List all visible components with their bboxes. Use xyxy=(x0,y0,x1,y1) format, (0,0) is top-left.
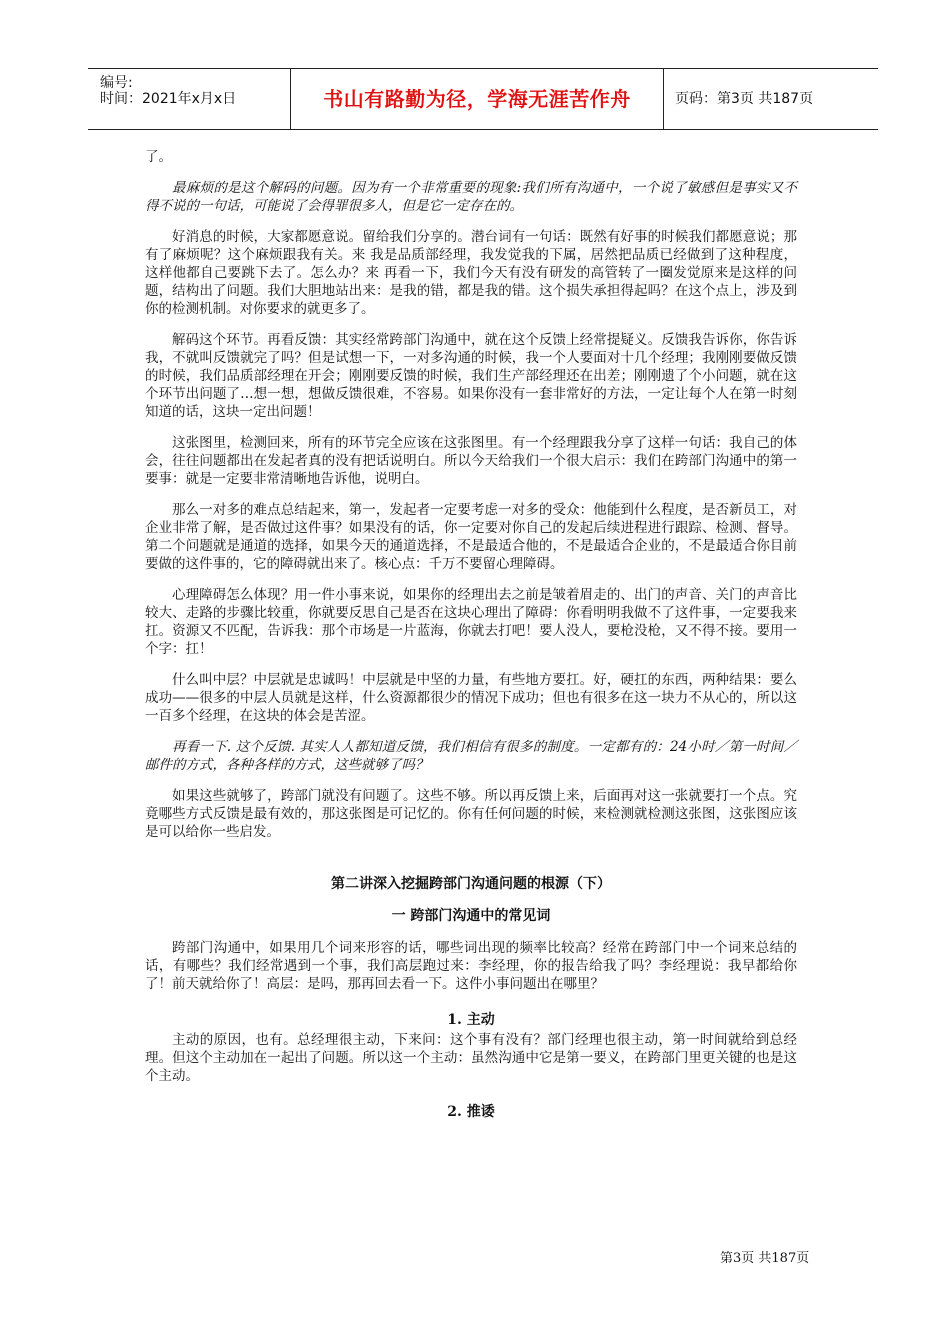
paragraph: 那么一对多的难点总结起来，第一，发起者一定要考虑一对多的受众：他能到什么程度，是否新员工，对企业非常了解，是否做过这件事？如果没有的话，你一定要对你自己的发起后续进程进行跟踪、检测、督导。第二个问题就是通道的选择，如果今天的通道选择，不是最适合他的，不是最适合企业的，不是最适合你目前要做的这件事的，它的障碍就出来了。核心点：千万不要留心理障碍。 xyxy=(145,502,797,572)
page-footer: 第3页 共187页 xyxy=(720,1251,810,1266)
paragraph: 好消息的时候，大家都愿意说。留给我们分享的。潜台词有一句话：既然有好事的时候我们都愿意说；那有了麻烦呢？这个麻烦跟我有关。来 我是品质部经理，我发觉我的下属，居然把品质已经做到了这种程度，这样他都自己要跳下去了。怎么办？来 再看一下，我们今天有没有研发的高管转了一圈发觉原来是这样的问题，结构出了问题。我们大胆地站出来：是我的错，都是我的错。这个损失承担得起吗？在这个点上，涉及到你的检测机制。对你要求的就更多了。 xyxy=(145,229,797,317)
time-label: 时间：2021年x月x日 xyxy=(100,91,237,107)
paragraph: 了。 xyxy=(145,149,172,165)
document-body xyxy=(145,148,797,1123)
section-subtitle: 一 跨部门沟通中的常见词 xyxy=(391,908,551,924)
header-meta xyxy=(88,69,291,129)
paragraph: 心理障碍怎么体现？用一件小事来说，如果你的经理出去之前是皱着眉走的、出门的声音、关门的声音比较大、走路的步骤比较重，你就要反思自己是否在这块心理出了障碍：你看明明我做不了这件事，一定要我来扛。资源又不匹配，告诉我：那个市场是一片蓝海，你就去打吧！要人没人，要枪没枪，又不得不接。要用一个字：扛！ xyxy=(145,587,797,657)
item-text: 主动的原因，也有。总经理很主动，下来问：这个事有没有？部门经理也很主动，第一时间就给到总经理。但这个主动加在一起出了问题。所以这一个主动：虽然沟通中它是第一要义，在跨部门里更关键的也是这个主动。 xyxy=(145,1032,797,1084)
header-page-label: 页码：第3页 共187页 xyxy=(675,91,814,107)
item-heading: 1. 主动 xyxy=(447,1012,495,1028)
paragraph: 这张图里，检测回来，所有的环节完全应该在这张图里。有一个经理跟我分享了这样一句话：我自己的体会，往往问题都出在发起者真的没有把话说明白。所以今天给我们一个很大启示：我们在跨部门沟通中的第一要事：就是一定要非常清晰地告诉他，说明白。 xyxy=(145,435,797,487)
paragraph: 如果这些就够了，跨部门就没有问题了。这些不够。所以再反馈上来，后面再对这一张就要打一个点。究竟哪些方式反馈是最有效的，那这张图是可记忆的。你有任何问题的时候，来检测就检测这张图，这张图应该是可以给你一些启发。 xyxy=(145,788,797,840)
paragraph: 解码这个环节。再看反馈：其实经常跨部门沟通中，就在这个反馈上经常提疑义。反馈我告诉你，你告诉我，不就叫反馈就完了吗？但是试想一下，一对多沟通的时候，我一个人要面对十几个经理；我刚刚要做反馈的时候，我们品质部经理在开会；刚刚要反馈的时候，我们生产部经理还在出差；刚刚遗了个小问题，就在这个环节出问题了…想一想，想做反馈很难，不容易。如果你没有一套非常好的方法，一定让每个人在第一时刻知道的话，这块一定出问题！ xyxy=(145,332,797,420)
paragraph: 再看一下. 这个反馈. 其实人人都知道反馈，我们相信有很多的制度。一定都有的：24小时／第一时间／邮件的方式，各种各样的方式，这些就够了吗？ xyxy=(145,739,797,773)
header-motto: 书山有路勤为径，学海无涯苦作舟 xyxy=(291,69,664,129)
paragraph: 什么叫中层？中层就是忠诚吗！中层就是中坚的力量，有些地方要扛。好，硬扛的东西，两种结果：要么成功——很多的中层人员就是这样，什么资源都很少的情况下成功；但也有很多在这一块力不从心的，所以这一百多个经理，在这块的体会是苦涩。 xyxy=(145,672,797,724)
item-heading: 2. 推诿 xyxy=(447,1104,495,1120)
code-label: 编号: xyxy=(100,75,133,91)
paragraph: 最麻烦的是这个解码的问题。因为有一个非常重要的现象:我们所有沟通中，一个说了敏感但是事实又不得不说的一句话，可能说了会得罪很多人，但是它一定存在的。 xyxy=(145,180,797,214)
section-title: 第二讲深入挖掘跨部门沟通问题的根源（下） xyxy=(331,876,611,892)
page-header xyxy=(88,68,878,130)
section-intro: 跨部门沟通中，如果用几个词来形容的话，哪些词出现的频率比较高？经常在跨部门中一个词来总结的话，有哪些？我们经常遇到一个事，我们高层跑过来：李经理，你的报告给我了吗？李经理说：我早都给你了！前天就给你了！高层：是吗，那再回去看一下。这件小事问题出在哪里？ xyxy=(145,940,797,992)
